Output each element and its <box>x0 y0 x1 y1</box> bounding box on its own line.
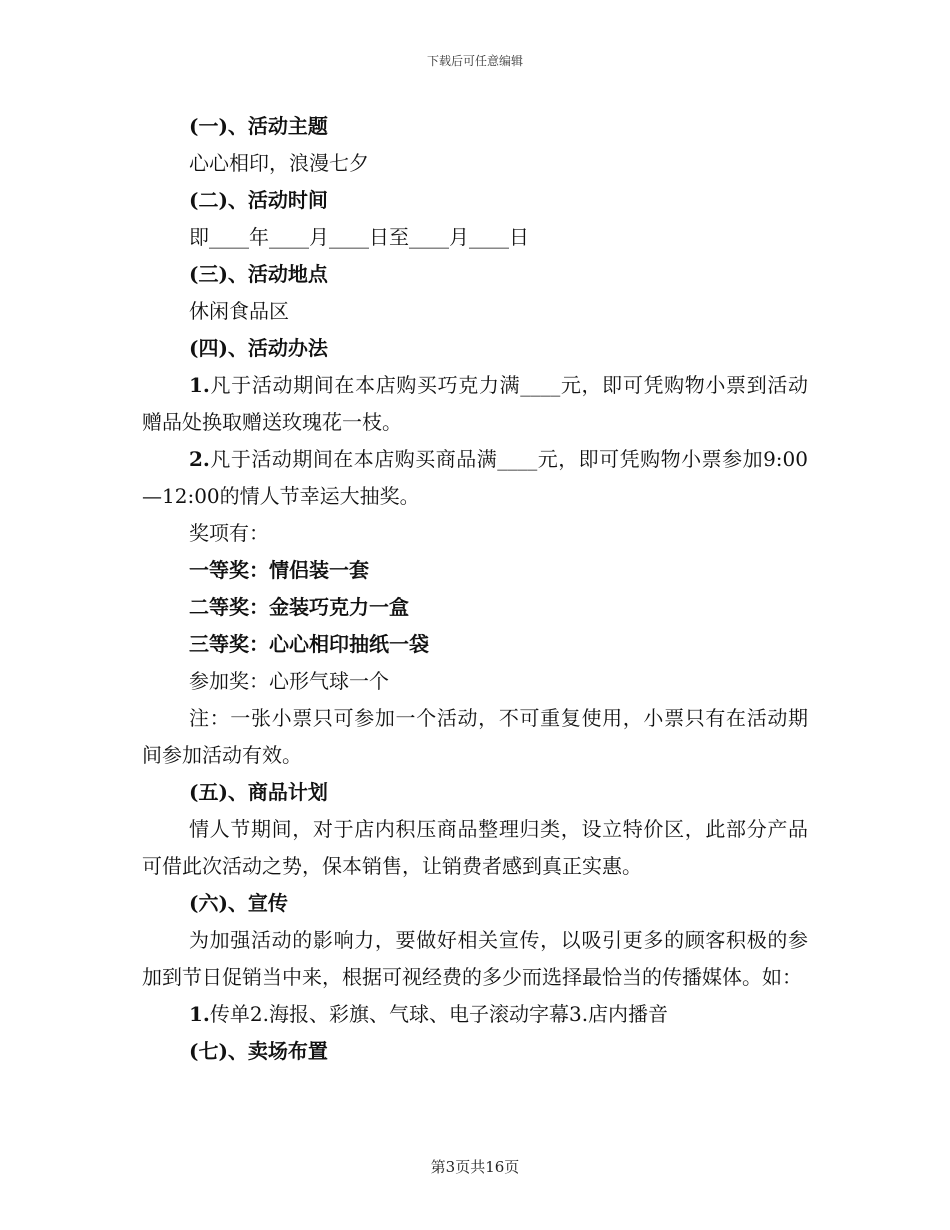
section-6-body: 为加强活动的影响力，要做好相关宣传，以吸引更多的顾客积极的参加到节日促销当中来，根据可视经费的多少而选择最恰当的传播媒体。如： <box>142 928 808 989</box>
item-text: 传单2.海报、彩旗、气球、电子滚动字幕3.店内播音 <box>209 1002 669 1026</box>
section-1-title: (一)、活动主题 <box>189 114 328 138</box>
section-7-title: (七)、卖场布置 <box>189 1039 328 1063</box>
prize-second: 二等奖：金装巧克力一盒 <box>189 595 409 619</box>
section-5-title: (五)、商品计划 <box>189 780 328 804</box>
section-3-title: (三)、活动地点 <box>189 262 328 286</box>
item-text: 凡于活动期间在本店购买巧克力满____元，即可凭购物小票到活动赠品处换取赠送玫瑰花一枝。 <box>142 373 808 434</box>
section-1-body: 心心相印，浪漫七夕 <box>189 151 369 175</box>
item-number: 1. <box>189 1002 210 1026</box>
prize-participation: 参加奖：心形气球一个 <box>189 669 389 693</box>
section-4-title: (四)、活动办法 <box>189 336 328 360</box>
section-4-item-2 <box>142 441 808 515</box>
section-3-body: 休闲食品区 <box>189 299 289 323</box>
prize-first: 一等奖：情侣装一套 <box>189 558 369 582</box>
prize-third: 三等奖：心心相印抽纸一袋 <box>189 632 429 656</box>
prizes-label: 奖项有： <box>189 521 269 545</box>
page-footer: 第3页共16页 <box>430 1158 520 1176</box>
item-text: 凡于活动期间在本店购买商品满____元，即可凭购物小票参加9:00—12:00的情人节幸运大抽奖。 <box>142 447 808 508</box>
section-4-item-1 <box>142 367 808 441</box>
item-number: 2. <box>189 447 210 471</box>
section-2-body: 即____年____月____日至____月____日 <box>189 225 529 249</box>
section-6-list <box>142 996 808 1033</box>
page-header: 下载后可任意编辑 <box>426 54 523 68</box>
item-number: 1. <box>189 373 210 397</box>
section-6-title: (六)、宣传 <box>189 891 288 915</box>
section-4-note: 注：一张小票只可参加一个活动，不可重复使用，小票只有在活动期间参加活动有效。 <box>142 706 808 767</box>
section-2-title: (二)、活动时间 <box>189 188 328 212</box>
section-5-body: 情人节期间，对于店内积压商品整理归类，设立特价区，此部分产品可借此次活动之势，保本销售，让销费者感到真正实惠。 <box>142 817 808 878</box>
document-body <box>142 108 808 1070</box>
